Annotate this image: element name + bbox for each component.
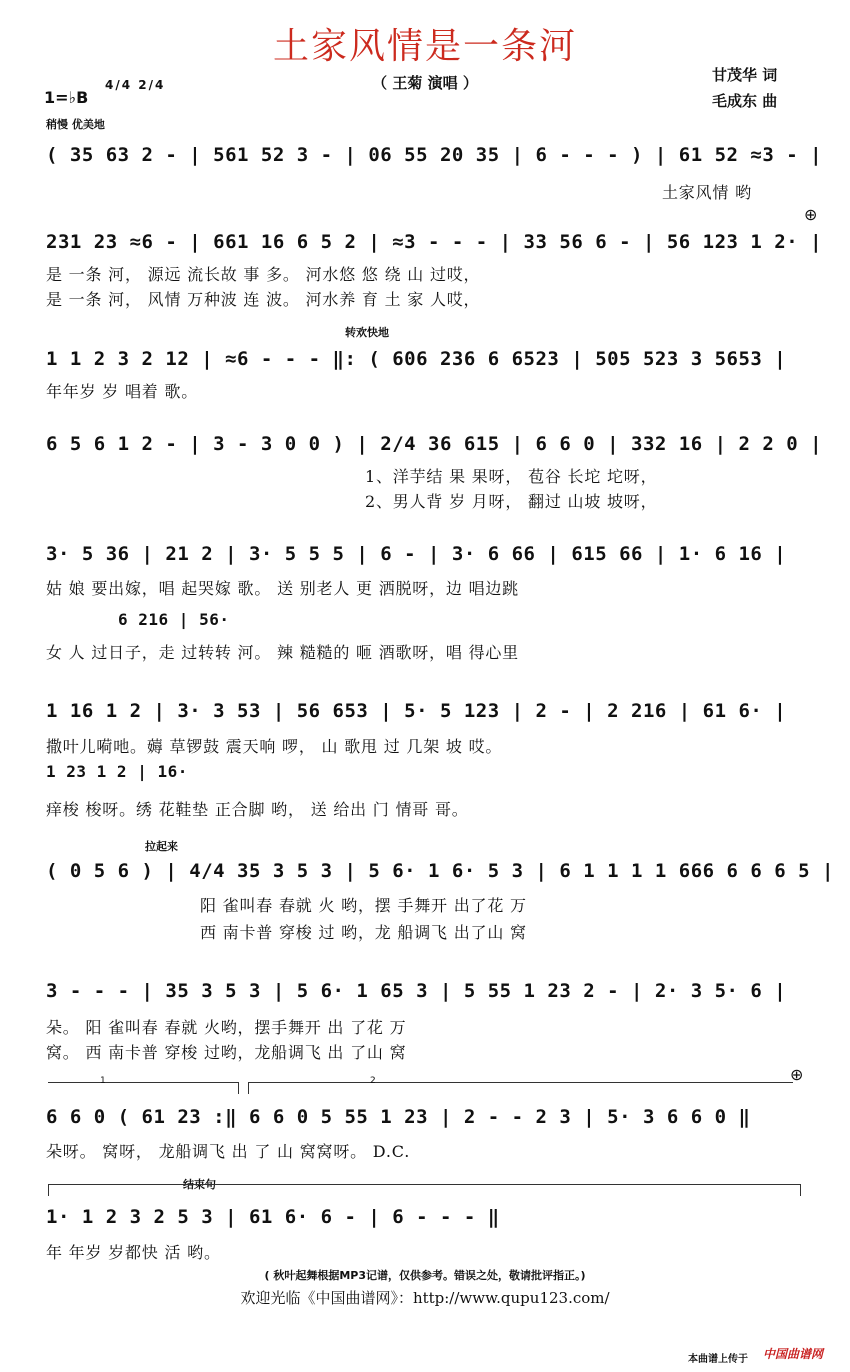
lyric-line: 朵。 阳 雀叫春 春就 火哟，摆手舞开 出 了花 万 <box>46 1018 407 1037</box>
notation-line: 1 1 2 3 2 12 | ≈6 - - - ‖: ( 606 236 6 6523 | 505 523 3 5653 | <box>46 348 787 370</box>
notation-line: 231 23 ≈6 - | 661 16 6 5 2 | ≈3 - - - | 33 56 6 - | 56 123 1 2· | <box>46 231 823 253</box>
lyric-line: 西 南卡普 穿梭 过 哟，龙 船调飞 出了山 窝 <box>200 923 527 942</box>
volta-number-2: 2 <box>370 1076 376 1086</box>
notation-line: 1 16 1 2 | 3· 3 53 | 56 653 | 5· 5 123 | 2 - | 2 216 | 61 6· | <box>46 700 787 722</box>
lyric-line: 朵呀。 窝呀， 龙船调飞 出 了 山 窝窝呀。 D.C. <box>46 1142 411 1161</box>
ending-bracket-end <box>800 1184 801 1196</box>
song-title: 土家风情是一条河 <box>272 26 577 67</box>
tempo-mark: 转欢快地 <box>345 326 389 339</box>
tempo-mark: 稍慢 优美地 <box>46 118 105 131</box>
lyric-line: 撒叶儿嗬吔。薅 草锣鼓 震天响 啰， 山 歌甩 过 几架 坡 哎。 <box>46 737 503 756</box>
lyric-line: 土家风情 哟 <box>662 183 752 202</box>
lyric-line: 年 年岁 岁都快 活 哟。 <box>46 1243 221 1262</box>
tempo-mark: 拉起来 <box>145 840 178 853</box>
volta-bracket-1-end <box>238 1082 239 1094</box>
key-signature: 1=♭B <box>44 88 89 107</box>
notation-line: 1· 1 2 3 2 5 3 | 61 6· 6 - | 6 - - - ‖ <box>46 1206 500 1228</box>
notation-line: ( 35 63 2 - | 561 52 3 - | 06 55 20 35 | 6 - - - ) | 61 52 ≈3 - | <box>46 144 823 166</box>
coda-icon: ⊕ <box>790 1065 804 1084</box>
website-link[interactable]: 欢迎光临《中国曲谱网》：http://www.qupu123.com/ <box>240 1289 610 1307</box>
ending-bracket <box>48 1184 800 1185</box>
tempo-mark: 结束句 <box>183 1178 216 1191</box>
lyric-line: 1、洋芋结 果 果呀， 苞谷 长坨 坨呀， <box>365 467 658 486</box>
transcriber-note: ( 秋叶起舞根据MP3记谱，仅供参考。错误之处，敬请批评指正。) <box>264 1269 586 1282</box>
site-logo: 中国曲谱网 <box>763 1347 824 1361</box>
ending-bracket-start <box>48 1184 49 1196</box>
lyricist: 甘茂华 词 <box>712 66 778 84</box>
volta-number-1: 1 <box>100 1076 106 1086</box>
lyric-line: 2、男人背 岁 月呀， 翻过 山坡 坡呀， <box>365 492 658 511</box>
lyric-line: 女 人 过日子，走 过转转 河。 辣 糙糙的 咂 酒歌呀，唱 得心里 <box>46 643 519 662</box>
lyric-line: 年年岁 岁 唱着 歌。 <box>46 382 199 401</box>
lyric-line: 窝。 西 南卡普 穿梭 过哟，龙船调飞 出 了山 窝 <box>46 1043 407 1062</box>
lyric-line: 姑 娘 要出嫁，唱 起哭嫁 歌。 送 别老人 更 洒脱呀，边 唱边跳 <box>46 579 519 598</box>
singer: （ 王菊 演唱 ） <box>372 74 478 92</box>
lyric-line: 是 一条 河， 源远 流长故 事 多。 河水悠 悠 绕 山 过哎， <box>46 265 481 284</box>
coda-icon: ⊕ <box>804 205 818 224</box>
time-signature: 4/4 2/4 <box>105 78 166 92</box>
notation-line: ( 0 5 6 ) | 4/4 35 3 5 3 | 5 6· 1 6· 5 3 | 6 1 1 1 1 666 6 6 6 5 | <box>46 860 834 882</box>
notation-line: 6 5 6 1 2 - | 3 - 3 0 0 ) | 2/4 36 615 | 6 6 0 | 332 16 | 2 2 0 | <box>46 433 823 455</box>
volta-bracket-2-start <box>248 1082 249 1094</box>
notation-line: 3· 5 36 | 21 2 | 3· 5 5 5 | 6 - | 3· 6 66 | 615 66 | 1· 6 16 | <box>46 543 787 565</box>
notation-variant: 6 216 | 56· <box>118 610 230 629</box>
lyric-line: 痒梭 梭呀。绣 花鞋垫 正合脚 哟， 送 给出 门 情哥 哥。 <box>46 800 469 819</box>
notation-variant: 1 23 1 2 | 16· <box>46 762 188 781</box>
upload-note: 本曲谱上传于 <box>688 1354 748 1365</box>
volta-bracket-1 <box>48 1082 238 1083</box>
notation-line: 6 6 0 ( 61 23 :‖ 6 6 0 5 55 1 23 | 2 - - 2 3 | 5· 3 6 6 0 ‖ <box>46 1106 751 1128</box>
composer: 毛成东 曲 <box>712 92 778 110</box>
volta-bracket-2 <box>248 1082 793 1083</box>
lyric-line: 是 一条 河， 风情 万种波 连 波。 河水养 育 土 家 人哎， <box>46 290 481 309</box>
notation-line: 3 - - - | 35 3 5 3 | 5 6· 1 65 3 | 5 55 1 23 2 - | 2· 3 5· 6 | <box>46 980 787 1002</box>
lyric-line: 阳 雀叫春 春就 火 哟，摆 手舞开 出了花 万 <box>200 896 527 915</box>
